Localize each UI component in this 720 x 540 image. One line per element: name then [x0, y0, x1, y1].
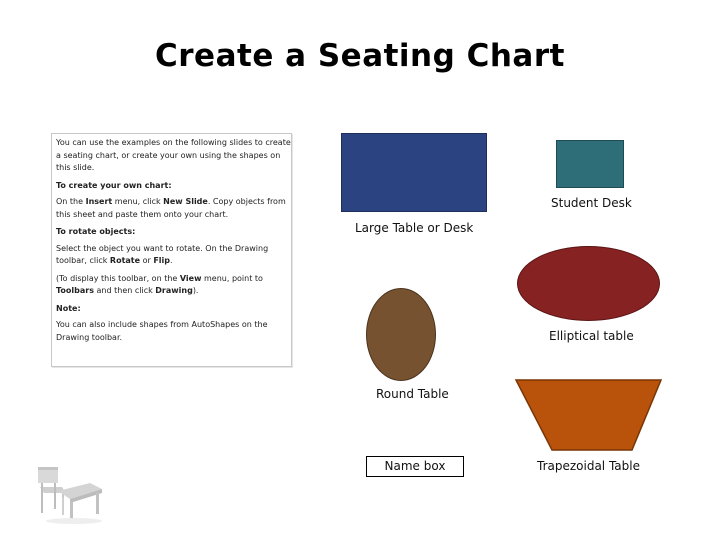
student-desk-label: Student Desk: [551, 196, 632, 210]
toolbars-ref: Toolbars: [56, 286, 94, 295]
large-table-shape[interactable]: [341, 133, 487, 212]
instructions-intro: You can use the examples on the following slides to create a seating chart, or create your own using the shapes on this slide.: [56, 138, 291, 172]
rotate-ref: Rotate: [109, 256, 141, 265]
view-menu-ref: View: [179, 273, 202, 283]
step-text: or: [140, 256, 154, 265]
note-heading: Note:: [56, 303, 81, 313]
rotate-objects-step: [56, 243, 291, 268]
step-text: (To display this toolbar, on the: [56, 273, 180, 283]
instructions-textbox[interactable]: [51, 133, 292, 367]
drawing-ref: Drawing: [155, 286, 193, 295]
round-table-shape[interactable]: [366, 288, 436, 381]
step-text: and then click: [93, 286, 156, 295]
step-text: Select the object you want to rotate. On the Drawing toolbar, click: [56, 243, 269, 265]
create-chart-heading: To create your own chart:: [56, 180, 172, 190]
new-slide-ref: New Slide: [163, 197, 208, 206]
rotate-objects-heading: To rotate objects:: [56, 227, 136, 236]
step-text: .: [170, 256, 173, 265]
step-text: menu, click: [112, 197, 164, 206]
student-desk-shape[interactable]: [556, 140, 624, 188]
slide-title: Create a Seating Chart: [155, 38, 565, 74]
step-text: On the: [56, 197, 86, 206]
insert-menu-ref: Insert: [85, 197, 113, 206]
school-desk-icon: [34, 463, 106, 525]
step-text: menu, point to: [201, 273, 263, 283]
toolbar-step: [56, 273, 291, 298]
trapezoidal-table-shape[interactable]: [514, 378, 664, 454]
create-chart-step: [56, 196, 291, 221]
elliptical-table-shape[interactable]: [517, 246, 660, 321]
round-table-label: Round Table: [376, 387, 449, 401]
elliptical-table-label: Elliptical table: [549, 329, 634, 343]
name-box[interactable]: Name box: [366, 456, 464, 477]
trapezoidal-table-label: Trapezoidal Table: [537, 459, 640, 473]
large-table-label: Large Table or Desk: [355, 221, 474, 235]
flip-ref: Flip: [153, 256, 171, 265]
note-text: You can also include shapes from AutoShapes on the Drawing toolbar.: [56, 320, 268, 342]
step-text: ).: [192, 286, 199, 295]
step-text: . Copy objects from this sheet and paste them onto your chart.: [56, 197, 286, 219]
